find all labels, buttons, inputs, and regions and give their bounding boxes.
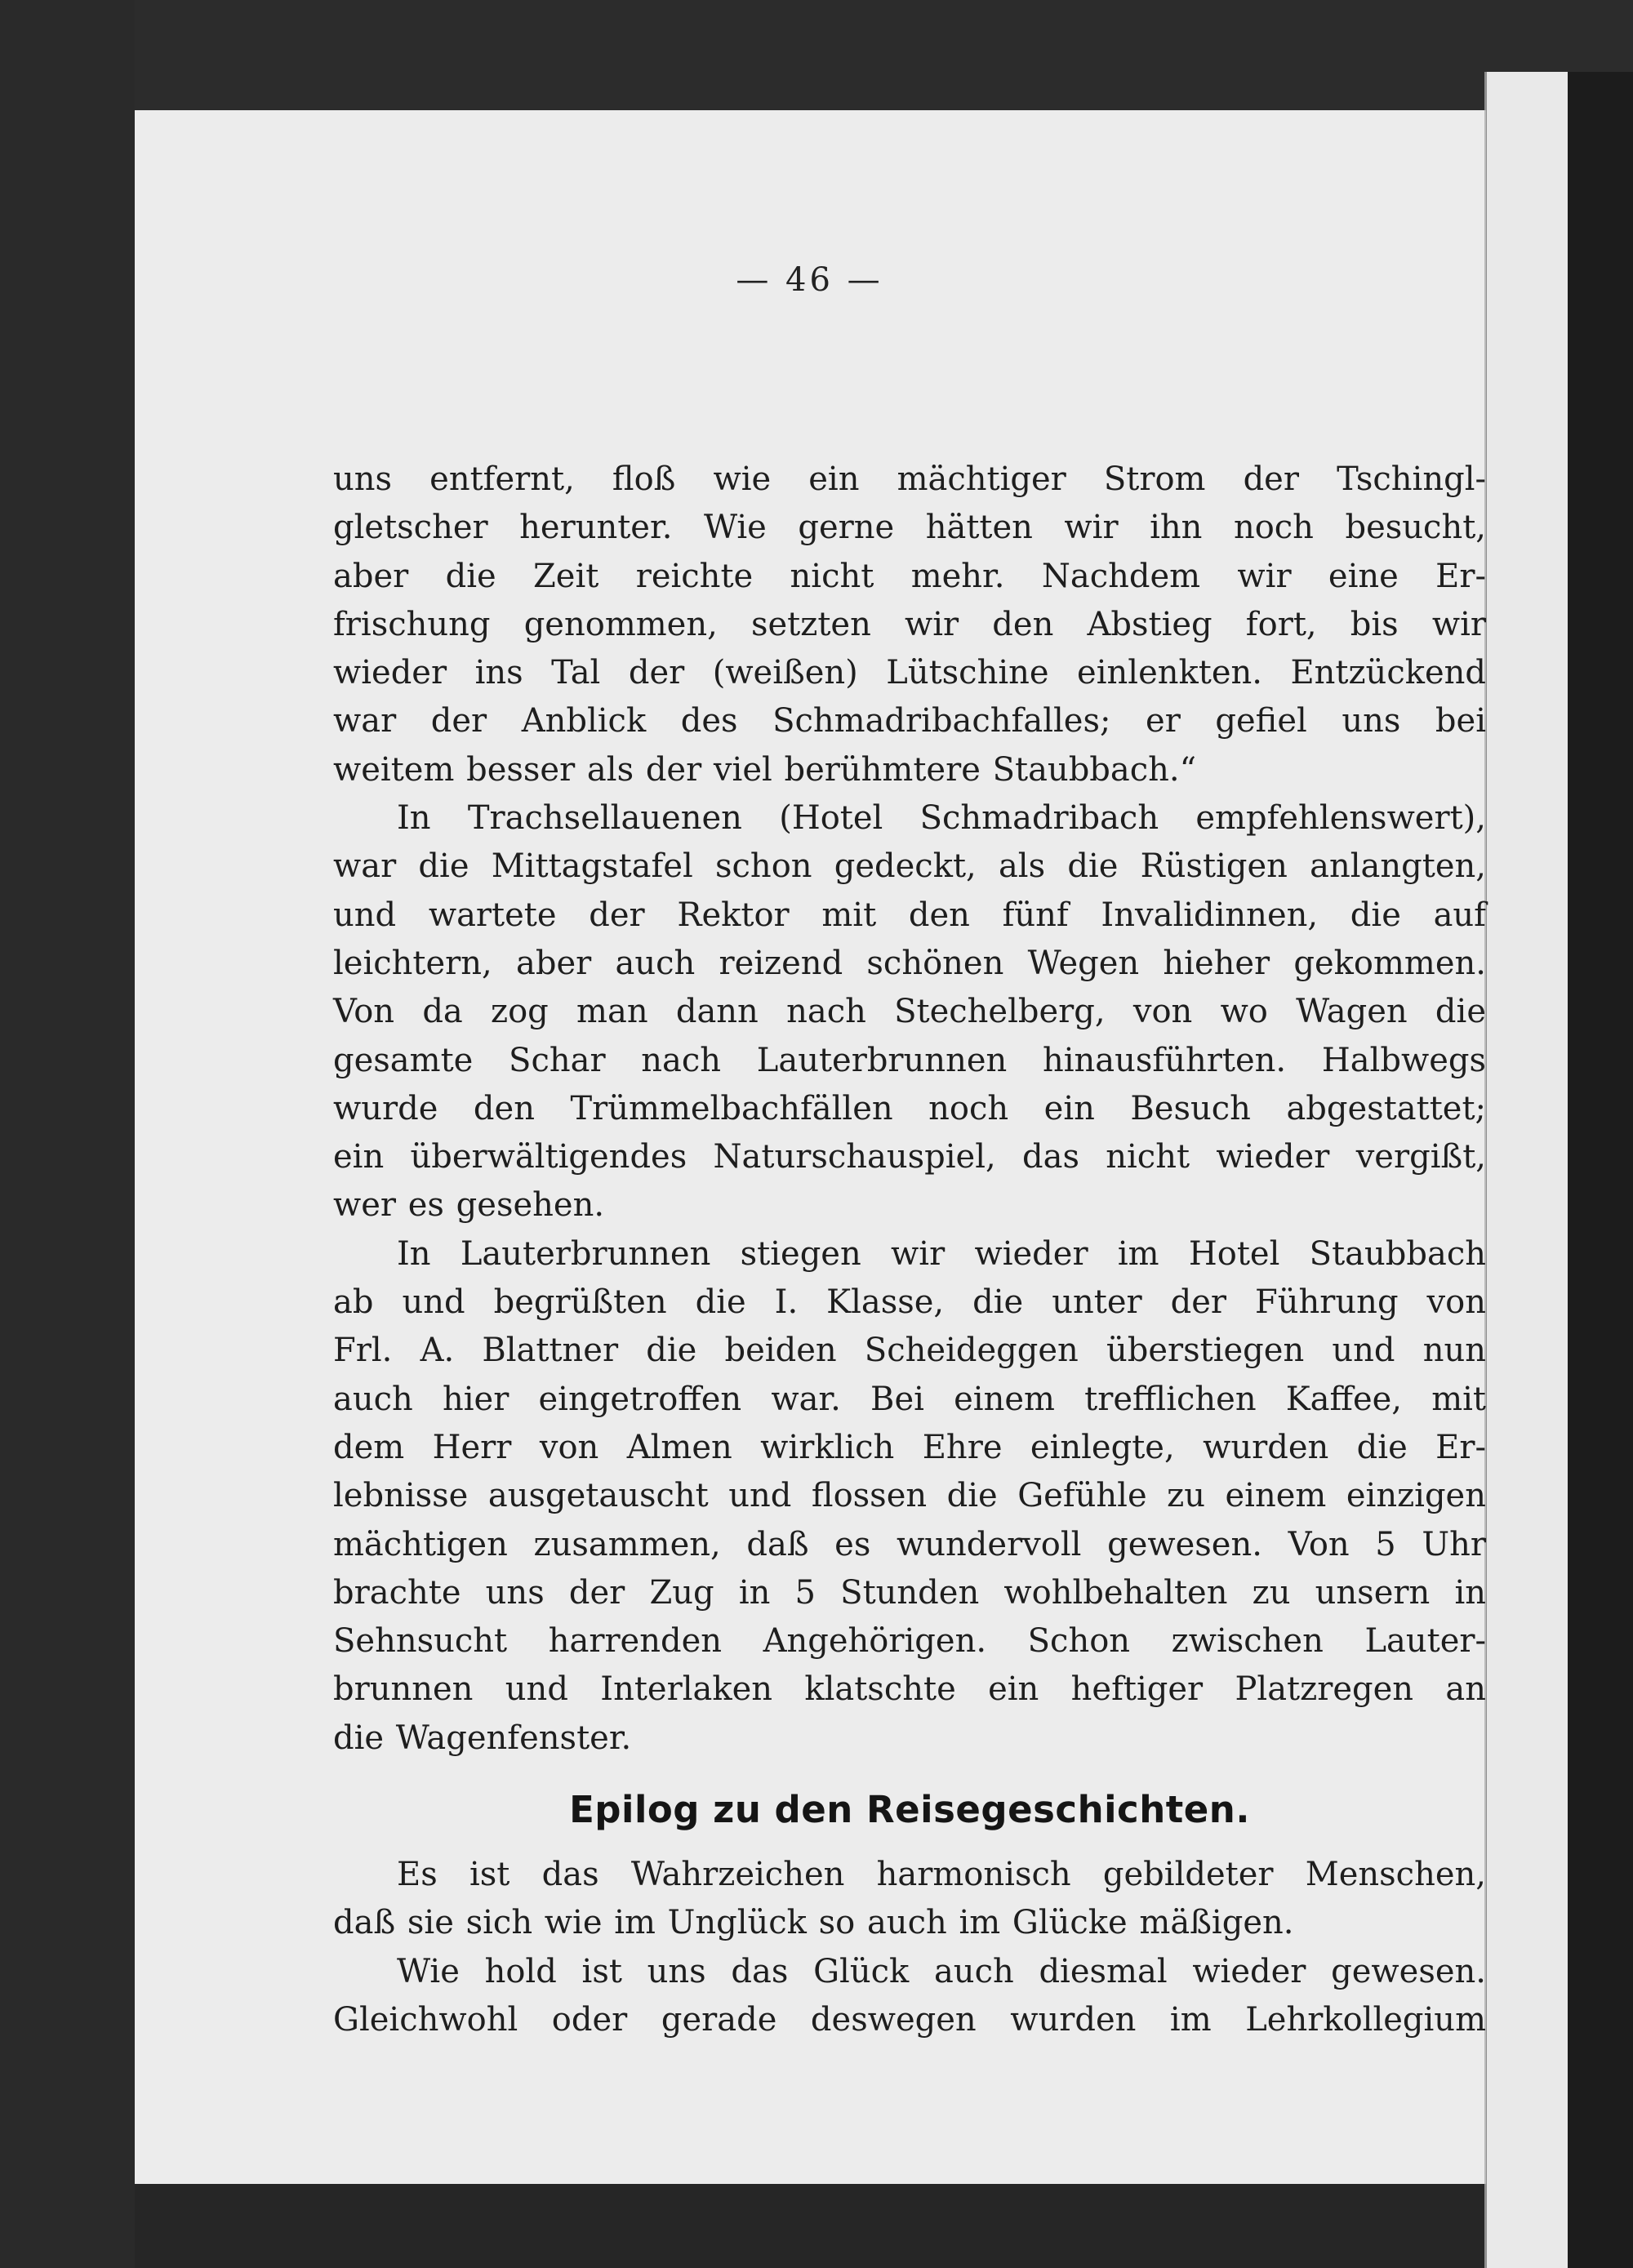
body-text xyxy=(333,456,1486,2044)
text-line: gletscher herunter. Wie gerne hätten wir ihn noch besucht, xyxy=(333,509,1486,547)
scan-background-right xyxy=(1568,72,1633,2268)
text-line: wer es gesehen. xyxy=(333,1186,605,1225)
text-line: gesamte Schar nach Lauterbrunnen hinausführten. Halbwegs xyxy=(333,1041,1486,1079)
adjacent-page-edge xyxy=(1484,72,1570,2268)
text-line: In Lauterbrunnen stiegen wir wieder im Hotel Staubbach xyxy=(397,1234,1486,1273)
book-page xyxy=(135,110,1484,2184)
text-line: brunnen und Interlaken klatschte ein heftiger Platzregen an xyxy=(333,1670,1486,1709)
section-heading: Epilog zu den Reisegeschichten. xyxy=(569,1788,1250,1832)
text-line: wurde den Trümmelbachfällen noch ein Besuch abgestattet; xyxy=(333,1089,1486,1127)
text-line: Von da zog man dann nach Stechelberg, von wo Wagen die xyxy=(333,993,1486,1031)
text-line: auch hier eingetroffen war. Bei einem trefflichen Kaffee, mit xyxy=(333,1380,1486,1418)
text-line: und wartete der Rektor mit den fünf Invalidinnen, die auf xyxy=(333,896,1486,934)
text-line: wieder ins Tal der (weißen) Lütschine einlenkten. Entzückend xyxy=(333,654,1486,692)
scan-background-top xyxy=(0,0,1633,110)
text-line: Es ist das Wahrzeichen harmonisch gebildeter Menschen, xyxy=(397,1856,1486,1894)
text-line: lebnisse ausgetauscht und flossen die Gefühle zu einem einzigen xyxy=(333,1477,1486,1515)
text-line: ein überwältigendes Naturschauspiel, das nicht wieder vergißt, xyxy=(333,1138,1486,1176)
text-line: ab und begrüßten die I. Klasse, die unter der Führung von xyxy=(333,1283,1486,1322)
text-line: Wie hold ist uns das Glück auch diesmal wieder gewesen. xyxy=(397,1952,1486,1990)
page-number: — 46 — xyxy=(736,261,883,299)
text-line: daß sie sich wie im Unglück so auch im Glücke mäßigen. xyxy=(333,1904,1294,1942)
text-line: mächtigen zusammen, daß es wundervoll gewesen. Von 5 Uhr xyxy=(333,1525,1486,1563)
text-line: weitem besser als der viel berühmtere Staubbach.“ xyxy=(333,750,1197,789)
text-line: Gleichwohl oder gerade deswegen wurden im Lehrkollegium xyxy=(333,2000,1486,2039)
text-line: uns entfernt, floß wie ein mächtiger Strom der Tschingl- xyxy=(333,460,1486,498)
text-line: brachte uns der Zug in 5 Stunden wohlbehalten zu unsern in xyxy=(333,1573,1486,1612)
text-line: In Trachsellauenen (Hotel Schmadribach empfehlenswert), xyxy=(397,799,1486,838)
text-line: Frl. A. Blattner die beiden Scheideggen überstiegen und nun xyxy=(333,1332,1486,1370)
text-line: Sehnsucht harrenden Angehörigen. Schon zwischen Lauter- xyxy=(333,1622,1486,1661)
text-line: war der Anblick des Schmadribachfalles; er gefiel uns bei xyxy=(333,702,1486,740)
text-line: die Wagenfenster. xyxy=(333,1719,632,1757)
text-line: frischung genommen, setzten wir den Abstieg fort, bis wir xyxy=(333,605,1486,643)
text-line: dem Herr von Almen wirklich Ehre einlegte, wurden die Er- xyxy=(333,1428,1486,1466)
text-line: leichtern, aber auch reizend schönen Wegen hieher gekommen. xyxy=(333,944,1486,982)
text-line: aber die Zeit reichte nicht mehr. Nachdem wir eine Er- xyxy=(333,557,1486,595)
scan-background-left xyxy=(0,0,135,2268)
text-line: war die Mittagstafel schon gedeckt, als die Rüstigen anlangten, xyxy=(333,847,1486,886)
